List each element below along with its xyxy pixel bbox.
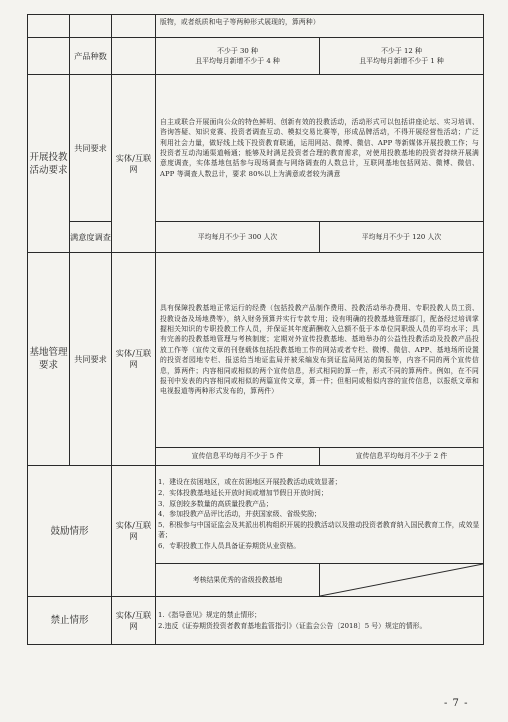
publicity-internet: 宣传信息平均每月不少于 2 件 [320,448,484,465]
incentives-list [156,466,484,564]
table-row [28,38,484,75]
product-count-label: 产品种数 [70,38,112,75]
prohibited-list [156,597,484,645]
table-row [28,253,484,448]
satisfaction-label: 满意度调查 [70,222,112,253]
prohibited-type: 实体/互联网 [112,597,156,645]
list-item: 1.《指导意见》规定的禁止情形； [158,610,262,619]
continued-text: 版物，或者纸质和电子等两种形式展现的，算两种） [156,15,484,38]
prohibited-category: 禁止情形 [28,597,112,645]
activities-requirement: 自主或联合开展面向公众的特色鲜明、创新有效的投教活动，活动形式可以包括讲座论坛、实习培训、咨询答疑、知识竞赛、投资者调查互动、模拟交易比赛等，形成品牌活动，不得开展经营性活动；广泛利用社会力量，做好线上线下投资教育联通，运用网站、微博、微信、APP 等新媒体开展投教工作；与投资者互动沟通渠道畅通；能够及时满足投资者合理的教育需求，对使用投教基地的投资者持续开展满意度调查，实体基地包括参与现场调查与网络调查的人数总计，互联网基地包括网站、微博、微信、APP 等调查人数总计，要求 80%以上为满意或者较为满意 [156,75,484,222]
list-item: 5．积极参与中国证监会及其派出机构组织开展的投教活动以及推动投资者教育纳入国民教育工作，成效显著； [158,520,480,540]
standards-table [27,14,484,645]
list-item: 4．参加投教产品评比活动，并获国家级、省级奖励； [158,510,321,519]
table-row [28,75,484,222]
table-row [28,466,484,564]
product-count-entity: 不少于 30 种 且平均每月新增不少于 4 种 [195,46,280,65]
list-item: 2．实体投教基地延长开放时间或增加节假日开放时间； [158,489,328,498]
table-row [28,597,484,645]
management-req-label: 共同要求 [70,253,112,466]
list-item: 1．建设在贫困地区，或在贫困地区开展投教活动成效显著； [158,478,342,487]
table-row [28,222,484,253]
management-type: 实体/互联网 [112,253,156,466]
satisfaction-internet: 平均每月不少于 120 人次 [320,222,484,252]
incentives-category: 鼓励情形 [28,466,112,597]
publicity-entity: 宣传信息平均每月不少于 5 件 [191,452,284,461]
diagonal-slash [320,564,483,596]
list-item: 3．原创较多数量的高质量投教产品； [158,499,273,508]
table-row [28,15,484,38]
product-count-internet: 不少于 12 种 且平均每月新增不少于 1 种 [320,38,484,74]
satisfaction-entity: 平均每月不少于 300 人次 [197,232,278,241]
activities-type: 实体/互联网 [112,75,156,253]
assessment-text: 考核结果优秀的省级投教基地 [192,575,283,584]
diagonal-slash-cell [320,564,484,596]
page-number: - 7 - [444,698,469,709]
activities-category: 开展投教活动要求 [28,75,70,253]
incentives-type: 实体/互联网 [112,466,156,597]
list-item: 2.违反《证券期货投资者教育基地监管指引》（证监会公告〔2018〕5 号）规定的情形。 [158,621,427,630]
management-category: 基地管理要求 [28,253,70,466]
activities-req-label: 共同要求 [70,75,112,222]
management-requirement: 具有保障投教基地正常运行的经费（包括投教产品制作费用、投教活动举办费用、专职投教人员工资、投教设备及场地费等），纳入财务预算并实行专款专用；设有明确的投教基地管理部门，配备经过培训掌握相关知识的专职投教工作人员，并保证其年度薪酬收入总额不低于本单位同职级人员的平均水平；具有完善的投教基地管理与考核制度；定期对外宣传投教基地、基地举办的公益性投教活动及投教产品投放工作等（宣传文章的刊登载体包括投教基地工作的网站或者专栏、微博、微信、APP、基地场所设置的投资者园地专栏、报送给当地证监局并被采编发布到证监局网站的简报等，内容不同的两个宣传信息，算两件；内容相同或相似的两个宣传信息，形式相同的算一件，形式不同的算两件。例如，在不同报刊中发表的内容相同或相似的两篇宣传文章，算一件；但相同或相似内容的宣传信息，以报纸文章和电视报道等两种形式发布的，算两件） [156,253,484,448]
list-item: 6．专职投教工作人员具备证券期货从业资格。 [158,541,301,550]
